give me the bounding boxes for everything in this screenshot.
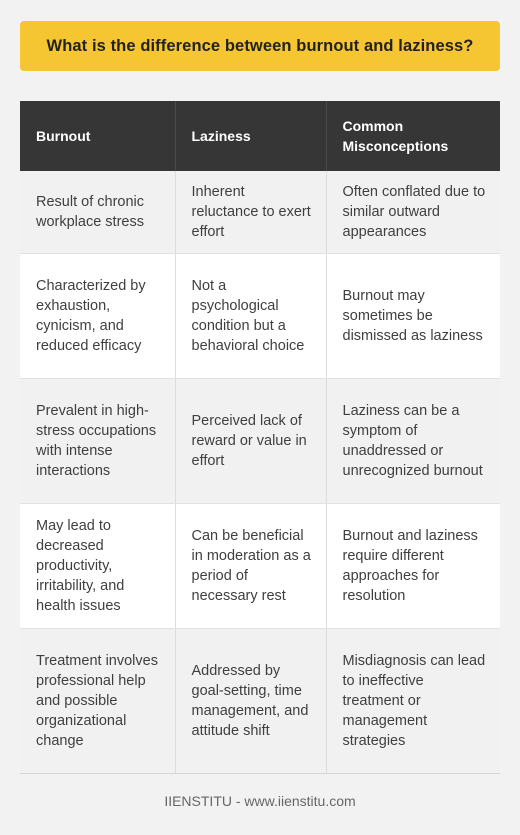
table-cell: Laziness can be a symptom of unaddressed or unrecognized burnout [326, 378, 500, 503]
table-cell: May lead to decreased productivity, irritability, and health issues [20, 503, 175, 628]
table-cell: Not a psychological condition but a behavioral choice [175, 253, 326, 378]
table-cell: Perceived lack of reward or value in effort [175, 378, 326, 503]
table-row [20, 253, 500, 378]
header-laziness: Laziness [175, 101, 326, 171]
comparison-table [20, 101, 500, 774]
table-header-row [20, 101, 500, 171]
table-cell: Treatment involves professional help and possible organizational change [20, 628, 175, 773]
table-cell: Prevalent in high-stress occupations with intense interactions [20, 378, 175, 503]
table-cell: Often conflated due to similar outward appearances [326, 171, 500, 253]
table-row [20, 503, 500, 628]
table-row [20, 628, 500, 773]
table-cell: Result of chronic workplace stress [20, 171, 175, 253]
table-cell: Addressed by goal-setting, time management, and attitude shift [175, 628, 326, 773]
table-cell: Can be beneficial in moderation as a period of necessary rest [175, 503, 326, 628]
table-cell: Misdiagnosis can lead to ineffective treatment or management strategies [326, 628, 500, 773]
header-misconceptions: Common Misconceptions [326, 101, 500, 171]
title-banner [20, 21, 500, 71]
footer-credit: IIENSTITU - www.iienstitu.com [164, 793, 356, 809]
table-cell: Inherent reluctance to exert effort [175, 171, 326, 253]
table-cell: Burnout may sometimes be dismissed as laziness [326, 253, 500, 378]
table-cell: Burnout and laziness require different approaches for resolution [326, 503, 500, 628]
table-row [20, 171, 500, 253]
table-cell: Characterized by exhaustion, cynicism, and reduced efficacy [20, 253, 175, 378]
page-title: What is the difference between burnout and laziness? [46, 36, 474, 55]
table-row [20, 378, 500, 503]
header-burnout: Burnout [20, 101, 175, 171]
